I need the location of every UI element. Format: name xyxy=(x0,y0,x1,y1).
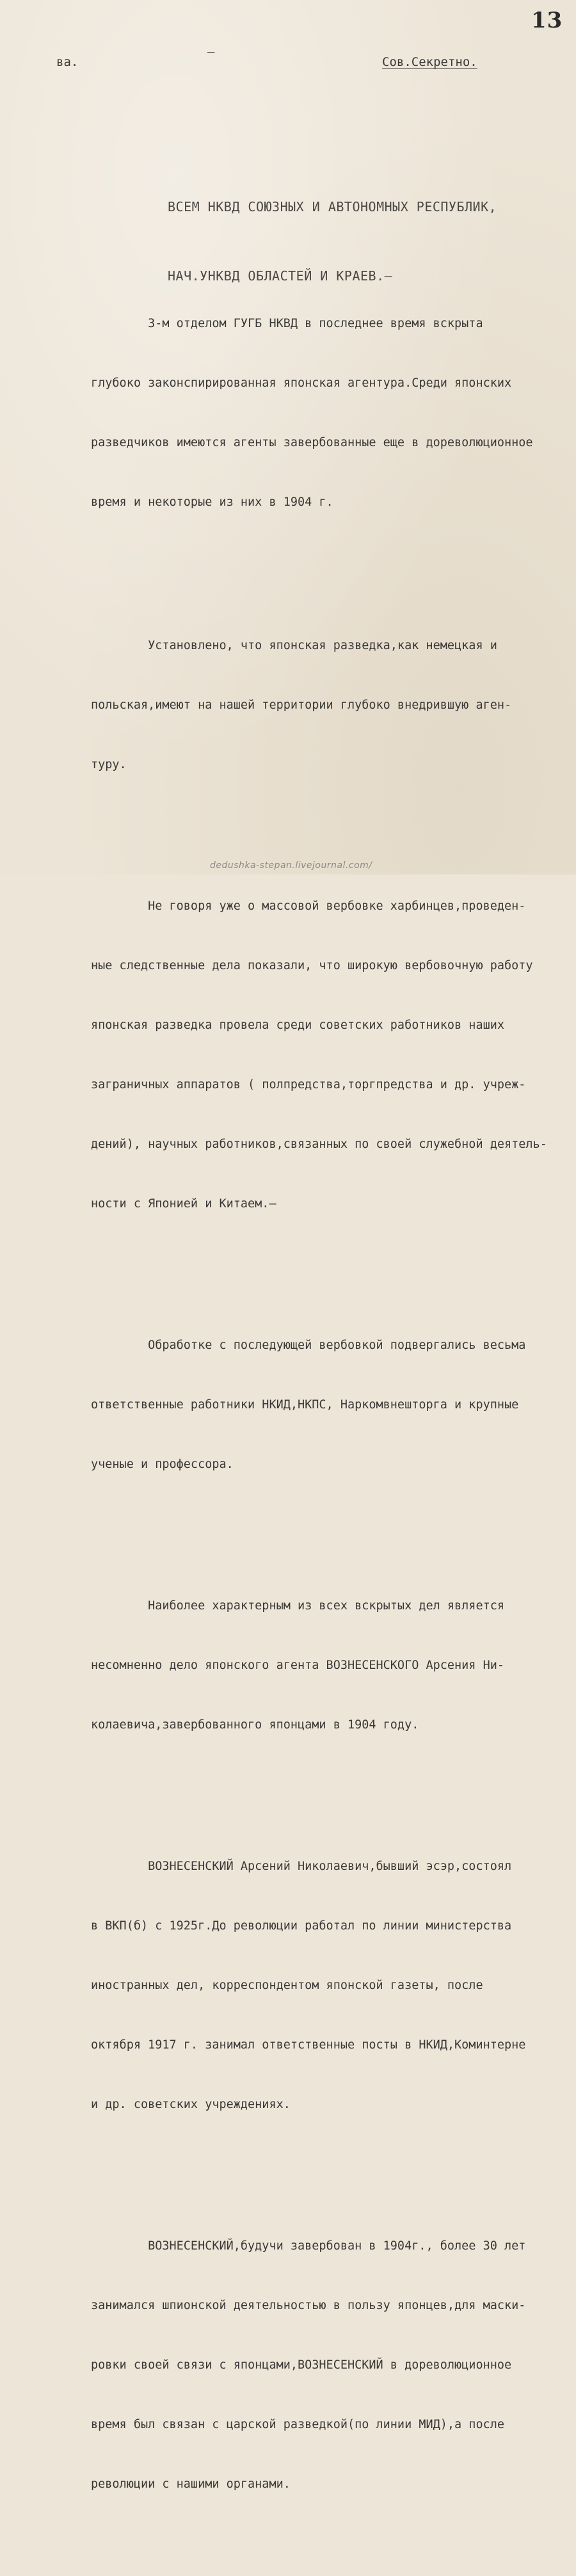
text-line: колаевича,завербованного японцами в 1904 году. xyxy=(91,1718,419,1732)
text-line: ности с Японией и Китаем.– xyxy=(91,1197,276,1211)
text-line: Установлено, что японская разведка,как немецкая и xyxy=(91,639,497,652)
text-line: ответственные работники НКИД,НКПС, Наркомвнешторга и крупные xyxy=(91,1398,519,1412)
text-line: заграничных аппаратов ( полпредства,торгпредства и др. учреж- xyxy=(91,1078,526,1091)
addressee-line-1: ВСЕМ НКВД СОЮЗНЫХ И АВТОНОМНЫХ РЕСПУБЛИК, xyxy=(168,199,497,214)
paragraph-3 xyxy=(91,857,558,1253)
text-line: Не говоря уже о массовой вербовке харбинцев,проведен- xyxy=(91,899,526,913)
text-line: ВОЗНЕСЕНСКИЙ,будучи завербован в 1904г., более 30 лет xyxy=(91,2239,526,2253)
page-number: 13 xyxy=(531,8,563,33)
corner-fragment-text: ва. xyxy=(56,55,79,69)
text-line: разведчиков имеются агенты завербованные еще в дореволюционное xyxy=(91,436,533,449)
document-body xyxy=(91,234,558,2576)
text-line: в ВКП(б) с 1925г.До революции работал по линии министерства xyxy=(91,1919,512,1933)
dash-mark: – xyxy=(207,45,215,59)
text-line: Обработке с последующей вербовкой подвергались весьма xyxy=(91,1339,526,1352)
paragraph-5 xyxy=(91,1556,558,1775)
text-line: ровки своей связи с японцами,ВОЗНЕСЕНСКИЙ в дореволюционное xyxy=(91,2358,512,2372)
text-line: японская разведка провела среди советских работников наших xyxy=(91,1018,505,1032)
paragraph-6 xyxy=(91,1817,558,2154)
paragraph-7 xyxy=(91,2196,558,2534)
text-line: Наиболее характерным из всех вскрытых дел является xyxy=(91,1599,505,1613)
text-line: революции с нашими органами. xyxy=(91,2477,291,2491)
text-line: октября 1917 г. занимал ответственные посты в НКИД,Коминтерне xyxy=(91,2038,526,2052)
text-line: время и некоторые из них в 1904 г. xyxy=(91,495,333,509)
paragraph-4 xyxy=(91,1296,558,1514)
addressee-line-2: НАЧ.УНКВД ОБЛАСТЕЙ И КРАЕВ.– xyxy=(168,268,393,284)
text-line: иностранных дел, корреспондентом японской газеты, после xyxy=(91,1979,483,1992)
text-line: время был связан с царской разведкой(по линии МИД),а после xyxy=(91,2418,505,2431)
paragraph-1 xyxy=(91,274,558,552)
text-line: дений), научных работников,связанных по своей служебной деятель- xyxy=(91,1138,547,1151)
text-line: ученые и профессора. xyxy=(91,1458,234,1471)
text-line: и др. советских учреждениях. xyxy=(91,2098,291,2111)
text-line: занимался шпионской деятельностью в пользу японцев,для маски- xyxy=(91,2299,526,2312)
text-line: несомненно дело японского агента ВОЗНЕСЕНСКОГО Арсения Ни- xyxy=(91,1659,505,1672)
classification-stamp: Сов.Секретно. xyxy=(382,55,477,69)
watermark-url: dedushka-stepan.livejournal.com/ xyxy=(210,860,372,871)
text-line: ВОЗНЕСЕНСКИЙ Арсений Николаевич,бывший эсэр,состоял xyxy=(91,1860,512,1873)
text-line: туру. xyxy=(91,758,127,771)
text-line: ные следственные дела показали, что широкую вербовочную работу xyxy=(91,959,533,972)
paragraph-2 xyxy=(91,596,558,814)
text-line: польская,имеют на нашей территории глубоко внедрившую аген- xyxy=(91,698,512,712)
text-line: 3-м отделом ГУГБ НКВД в последнее время вскрыта xyxy=(91,317,483,330)
text-line: глубоко законспирированная японская агентура.Среди японских xyxy=(91,376,512,390)
